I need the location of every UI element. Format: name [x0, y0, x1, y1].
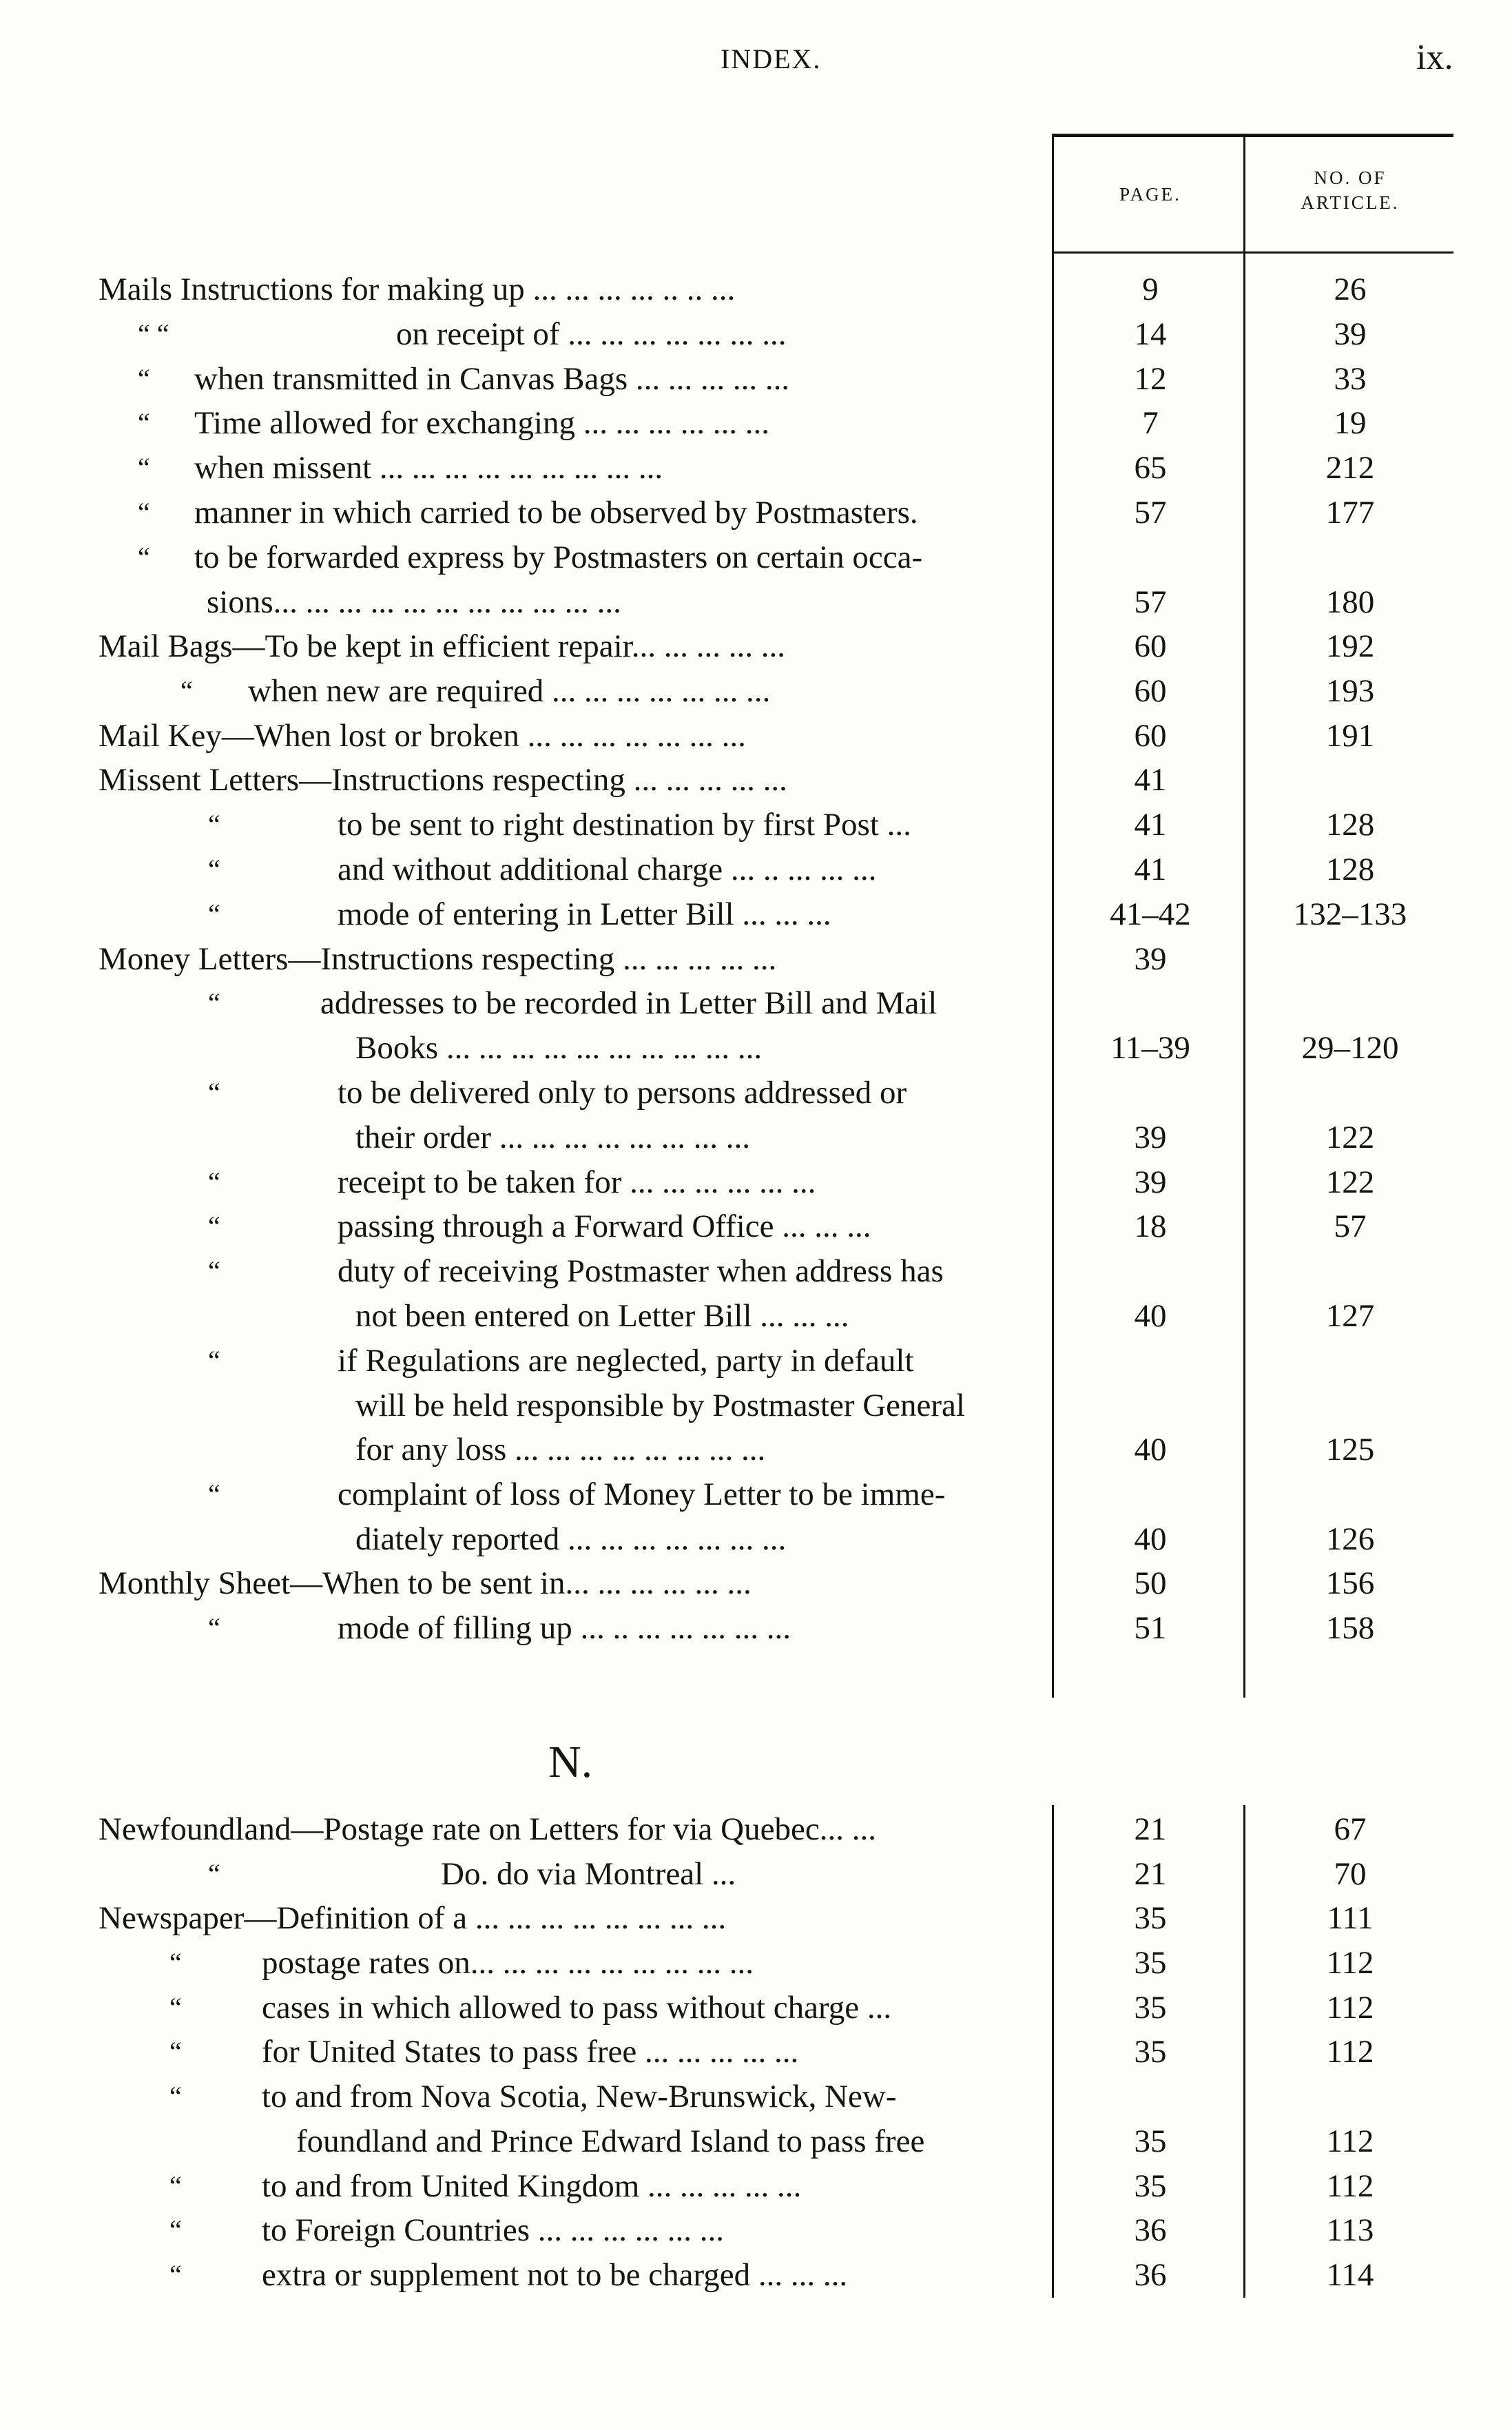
entry-text: to Foreign Countries ... ... ... ... ... ...: [262, 2212, 725, 2248]
index-entry-row: [0, 1428, 1512, 1472]
ditto-mark: “: [208, 809, 220, 840]
index-entry-row: [0, 669, 1512, 713]
entry-article: 126: [1325, 1521, 1375, 1557]
index-entry-row: [0, 847, 1512, 892]
column-header-page: PAGE.: [1119, 184, 1181, 205]
ditto-mark: “: [208, 898, 220, 929]
entry-page: 9: [1142, 271, 1159, 307]
index-entry-row: [0, 803, 1512, 847]
entry-article: 156: [1325, 1565, 1375, 1601]
index-entry-row: [0, 401, 1512, 445]
index-entry-row: [0, 1026, 1512, 1070]
ditto-mark: “: [138, 363, 150, 394]
index-entry-row: [0, 1160, 1512, 1204]
entry-article: 180: [1325, 584, 1375, 620]
entry-article: 113: [1326, 2212, 1374, 2248]
index-entry-row: [0, 1294, 1512, 1338]
entry-article: 212: [1325, 450, 1375, 486]
index-entry-row: [0, 714, 1512, 758]
index-entry-row: [0, 1986, 1512, 2030]
entry-article: 127: [1325, 1298, 1375, 1334]
entry-page: 35: [1134, 1900, 1167, 1936]
entry-page: 14: [1134, 316, 1167, 352]
entry-text: diately reported ... ... ... ... ... ... ...: [355, 1521, 787, 1557]
ditto-mark: “: [208, 1345, 220, 1376]
entry-page: 57: [1134, 495, 1167, 531]
ditto-mark: “: [138, 542, 150, 573]
index-entry-row: [0, 1204, 1512, 1248]
entry-article: 158: [1325, 1610, 1375, 1646]
entry-page: 21: [1134, 1856, 1167, 1892]
index-entry-row: [0, 1517, 1512, 1561]
entry-text: to be delivered only to persons addressed or: [338, 1075, 907, 1111]
entry-page: 60: [1134, 628, 1167, 664]
ditto-mark: “: [180, 675, 193, 706]
entry-text: Books ... ... ... ... ... ... ... ... ... ...: [355, 1030, 763, 1066]
entry-page: 18: [1134, 1208, 1167, 1244]
ditto-mark: “: [208, 1211, 220, 1242]
index-entry-row: [0, 1472, 1512, 1516]
entry-text: for any loss ... ... ... ... ... ... ... ...: [355, 1432, 766, 1468]
ditto-mark: “: [169, 2036, 182, 2067]
index-entry-row: [0, 2164, 1512, 2208]
entry-text: passing through a Forward Office ... ... ...: [338, 1208, 871, 1244]
entry-text: when new are required ... ... ... ... ... ... ...: [248, 673, 771, 709]
entry-text: Newspaper—Definition of a ... ... ... ... ... ... ... ...: [99, 1900, 727, 1936]
entry-article: 114: [1326, 2257, 1374, 2293]
entry-page: 35: [1134, 2168, 1167, 2204]
entry-page: 39: [1134, 941, 1167, 977]
index-entry-row: [0, 580, 1512, 624]
entry-article: 128: [1325, 852, 1375, 887]
entry-text: Newfoundland—Postage rate on Letters for via Quebec... ...: [99, 1811, 876, 1847]
entry-page: 40: [1134, 1298, 1167, 1334]
entry-text: Mails Instructions for making up ... ... ... ... .. .. ...: [99, 271, 736, 307]
entry-text: and without additional charge ... .. ... ... ...: [338, 852, 877, 887]
entry-page: 41: [1134, 807, 1167, 843]
entry-article: 70: [1334, 1856, 1367, 1892]
index-entry-row: [0, 491, 1512, 535]
entry-text: sions... ... ... ... ... ... ... ... ... ... ...: [207, 584, 621, 620]
index-entry-row: [0, 2030, 1512, 2074]
entry-text: Time allowed for exchanging ... ... ... ... ... ...: [194, 405, 770, 441]
index-entry-row: [0, 1561, 1512, 1605]
entry-page: 39: [1134, 1164, 1167, 1200]
entry-text: when transmitted in Canvas Bags ... ... ... ... ...: [194, 361, 790, 397]
ditto-mark: “: [138, 407, 150, 438]
index-entry-row: [0, 2074, 1512, 2119]
entry-article: 112: [1326, 2123, 1374, 2159]
entry-article: 125: [1325, 1432, 1375, 1468]
entry-text: Money Letters—Instructions respecting ... ... ... ... ...: [99, 941, 777, 977]
index-entry-row: [0, 2119, 1512, 2163]
entry-article: 112: [1326, 1945, 1374, 1981]
index-entry-row: [0, 1115, 1512, 1160]
index-entry-row: [0, 937, 1512, 981]
entry-article: 112: [1326, 1990, 1374, 2026]
index-entry-row: [0, 357, 1512, 401]
index-entry-row: [0, 1852, 1512, 1896]
entry-article: 122: [1325, 1120, 1375, 1155]
entry-article: 122: [1325, 1164, 1375, 1200]
column-header-article-line2: ARTICLE.: [1301, 192, 1400, 213]
entry-page: 36: [1134, 2212, 1167, 2248]
entry-page: 39: [1134, 1120, 1167, 1155]
entry-text: extra or supplement not to be charged ... ... ...: [262, 2257, 848, 2293]
entry-article: 112: [1326, 2034, 1374, 2070]
entry-article: 26: [1334, 271, 1367, 307]
entry-page: 11–39: [1110, 1030, 1190, 1066]
ditto-mark: “ “: [138, 318, 169, 349]
ditto-mark: “: [208, 854, 220, 885]
ditto-mark: “: [208, 1166, 220, 1197]
index-entry-row: [0, 624, 1512, 668]
index-entry-row: [0, 2208, 1512, 2252]
entry-page: 41–42: [1110, 896, 1191, 932]
ditto-mark: “: [208, 1077, 220, 1108]
entry-page: 60: [1134, 673, 1167, 709]
entry-page: 35: [1134, 2123, 1167, 2159]
ditto-mark: “: [208, 1612, 220, 1643]
column-header-article-line1: NO. OF: [1314, 167, 1387, 188]
index-entry-row: [0, 758, 1512, 802]
entry-article: 192: [1325, 628, 1375, 664]
ditto-mark: “: [169, 2170, 182, 2201]
entry-article: 33: [1334, 361, 1367, 397]
index-entry-row: [0, 1071, 1512, 1115]
entry-page: 60: [1134, 718, 1167, 754]
entry-text: complaint of loss of Money Letter to be imme-: [338, 1476, 946, 1512]
ditto-mark: “: [208, 1255, 220, 1286]
entry-article: 57: [1334, 1208, 1367, 1244]
entry-page: 35: [1134, 2034, 1167, 2070]
entry-article: 132–133: [1293, 896, 1407, 932]
entry-page: 40: [1134, 1432, 1167, 1468]
entry-page: 57: [1134, 584, 1167, 620]
entry-text: postage rates on... ... ... ... ... ... ... ... ...: [262, 1945, 754, 1981]
entry-page: 50: [1134, 1565, 1167, 1601]
entry-page: 40: [1134, 1521, 1167, 1557]
entry-text: addresses to be recorded in Letter Bill and Mail: [320, 985, 938, 1021]
entry-text: will be held responsible by Postmaster General: [355, 1388, 965, 1423]
entry-article: 128: [1325, 807, 1375, 843]
entry-text: Mail Key—When lost or broken ... ... ... ... ... ... ...: [99, 718, 746, 754]
entry-page: 7: [1142, 405, 1159, 441]
entry-text: their order ... ... ... ... ... ... ... ...: [355, 1120, 751, 1155]
entry-text: receipt to be taken for ... ... ... ... ... ...: [338, 1164, 816, 1200]
ditto-mark: “: [169, 2081, 182, 2112]
ditto-mark: “: [208, 987, 220, 1018]
entry-page: 35: [1134, 1945, 1167, 1981]
entry-text: duty of receiving Postmaster when address has: [338, 1253, 944, 1289]
index-entry-row: [0, 1339, 1512, 1383]
entry-text: to be sent to right destination by first Post ...: [338, 807, 911, 843]
index-entry-row: [0, 892, 1512, 936]
entry-article: 112: [1326, 2168, 1374, 2204]
ditto-mark: “: [138, 452, 150, 483]
index-entry-row: [0, 312, 1512, 356]
entry-article: 191: [1325, 718, 1375, 754]
column-header-article: [1247, 165, 1453, 215]
index-entry-row: [0, 2253, 1512, 2297]
ditto-mark: “: [169, 2214, 182, 2245]
entry-page: 35: [1134, 1990, 1167, 2026]
entry-text: mode of filling up ... .. ... ... ... ... ...: [338, 1610, 791, 1646]
entry-text: to and from Nova Scotia, New-Brunswick, New-: [262, 2079, 897, 2114]
index-entry-row: [0, 535, 1512, 579]
entry-text: to and from United Kingdom ... ... ... ... ...: [262, 2168, 802, 2204]
ditto-mark: “: [169, 1992, 182, 2023]
entry-text: on receipt of ... ... ... ... ... ... ...: [396, 316, 787, 352]
entry-text: if Regulations are neglected, party in default: [338, 1343, 914, 1379]
entry-text: cases in which allowed to pass without charge ...: [262, 1990, 892, 2026]
index-entry-row: [0, 1807, 1512, 1851]
header-bottom-rule: [1052, 251, 1453, 254]
entry-text: Missent Letters—Instructions respecting ... ... ... ... ...: [99, 762, 787, 798]
index-entry-row: [0, 981, 1512, 1025]
header-top-rule: [1052, 134, 1453, 137]
index-entry-row: [0, 1249, 1512, 1293]
ditto-mark: “: [138, 497, 150, 528]
entry-page: 21: [1134, 1811, 1167, 1847]
entry-text: manner in which carried to be observed by Postmasters.: [194, 495, 918, 531]
entry-page: 65: [1134, 450, 1167, 486]
entry-article: 177: [1325, 495, 1375, 531]
entry-text: not been entered on Letter Bill ... ... ...: [355, 1298, 849, 1334]
ditto-mark: “: [169, 2259, 182, 2290]
entry-article: 19: [1334, 405, 1367, 441]
page-number: ix.: [1416, 38, 1453, 77]
entry-text: for United States to pass free ... ... ... ... ...: [262, 2034, 799, 2070]
entry-article: 29–120: [1301, 1030, 1399, 1066]
index-entry-row: [0, 1896, 1512, 1940]
entry-text: mode of entering in Letter Bill ... ... ...: [338, 896, 831, 932]
page-title: INDEX.: [721, 43, 822, 74]
entry-article: 193: [1325, 673, 1375, 709]
entry-page: 12: [1134, 361, 1167, 397]
entry-text: when missent ... ... ... ... ... ... ... ... ...: [194, 450, 663, 486]
index-entry-row: [0, 267, 1512, 311]
entry-page: 36: [1134, 2257, 1167, 2293]
entry-article: 67: [1334, 1811, 1367, 1847]
index-entry-row: [0, 446, 1512, 490]
ditto-mark: “: [208, 1479, 220, 1510]
entry-article: 111: [1327, 1900, 1374, 1936]
entry-text: Monthly Sheet—When to be sent in... ... ... ... ... ...: [99, 1565, 752, 1601]
entry-page: 41: [1134, 762, 1167, 798]
ditto-mark: “: [208, 1858, 220, 1889]
index-entry-row: [0, 1941, 1512, 1985]
entry-text: Do. do via Montreal ...: [441, 1856, 736, 1892]
entry-text: foundland and Prince Edward Island to pass free: [296, 2123, 925, 2159]
index-entry-row: [0, 1606, 1512, 1650]
entry-article: 39: [1334, 316, 1367, 352]
entry-text: Mail Bags—To be kept in efficient repair... ... ... ... ...: [99, 628, 785, 664]
section-heading-n: N.: [548, 1737, 593, 1787]
entry-page: 51: [1134, 1610, 1167, 1646]
ditto-mark: “: [169, 1947, 182, 1978]
entry-page: 41: [1134, 852, 1167, 887]
index-entry-row: [0, 1383, 1512, 1428]
entry-text: to be forwarded express by Postmasters on certain occa-: [194, 539, 923, 575]
